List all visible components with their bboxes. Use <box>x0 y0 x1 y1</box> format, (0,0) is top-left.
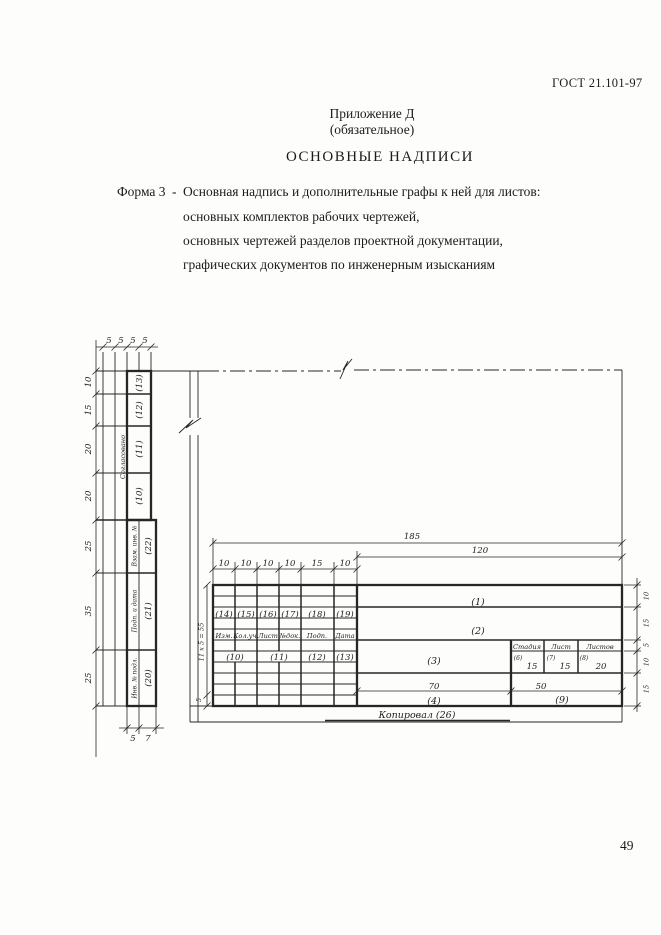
header-list: Лист <box>258 632 278 640</box>
break-mark-frame <box>179 418 201 433</box>
dim-strip-h-15: 15 <box>84 404 94 416</box>
sheet-frame <box>96 359 622 722</box>
podp-data-label: Подп. и дата <box>131 589 139 633</box>
dim-col-10b: 10 <box>240 559 252 569</box>
graph-15: (15) <box>237 610 255 620</box>
dim-right-15b: 15 <box>642 684 651 694</box>
inv-podl-num: (20) <box>144 669 154 687</box>
dim-strip-h-10: 10 <box>84 376 94 388</box>
form-dash: - <box>172 184 177 199</box>
dim-total-185: 185 <box>403 532 421 542</box>
dim-right-120: 120 <box>471 546 489 556</box>
dim-strip-w-5b: 5 <box>118 336 124 346</box>
dim-strip-w-5c: 5 <box>130 336 136 346</box>
dim-col-10d: 10 <box>284 559 296 569</box>
appendix-title: Приложение Д <box>329 106 415 121</box>
dim-strip-h-25b: 25 <box>84 672 94 684</box>
copied-by-note: Копировал (26) <box>378 710 456 721</box>
section-title: ОСНОВНЫЕ НАДПИСИ <box>286 149 474 165</box>
graph-3: (3) <box>427 656 441 667</box>
dim-stage-15a: 15 <box>526 662 538 672</box>
page-number: 49 <box>620 838 634 853</box>
form-caption-line-4: графических документов по инженерным изысканиям <box>183 257 496 272</box>
graph-16: (16) <box>259 610 277 620</box>
dim-strip-b-5: 5 <box>130 734 136 744</box>
graph-4: (4) <box>427 696 441 707</box>
dim-strip-h-20b: 20 <box>84 490 94 502</box>
graph-17: (17) <box>281 610 299 620</box>
agreed-label: Согласовано <box>119 434 127 480</box>
dim-stage-15b: 15 <box>559 662 571 672</box>
strip-cell-12: (12) <box>135 401 145 419</box>
side-strip <box>96 352 156 706</box>
header-koluch: Кол.уч. <box>233 632 259 640</box>
vzam-inv-num: (22) <box>144 537 154 555</box>
table-dimensions <box>196 532 651 712</box>
graph-13: (13) <box>336 653 354 663</box>
dim-strip-b-7: 7 <box>145 734 151 744</box>
strip-cell-10: (10) <box>135 487 145 505</box>
header-stage-list: Лист <box>551 643 571 651</box>
podp-data-num: (21) <box>144 602 154 620</box>
dim-rows-formula: 11 х 5 = 55 <box>197 622 206 662</box>
appendix-note: (обязательное) <box>329 122 415 137</box>
graph-9: (9) <box>555 695 569 706</box>
dim-strip-w-5a: 5 <box>106 336 112 346</box>
dim-strip-w-5d: 5 <box>142 336 148 346</box>
dim-stage-20: 20 <box>595 662 607 672</box>
strip-cell-11: (11) <box>135 440 145 458</box>
vzam-inv-label: Взам. инв. № <box>131 525 139 567</box>
dim-col-10c: 10 <box>262 559 274 569</box>
graph-1: (1) <box>471 597 485 608</box>
form-caption-line-2: основных комплектов рабочих чертежей, <box>183 209 420 224</box>
break-mark-top <box>340 359 352 379</box>
graph-14: (14) <box>215 610 233 620</box>
header-stadiya: Стадия <box>512 643 542 651</box>
dim-col-10a: 10 <box>218 559 230 569</box>
dim-g4-70: 70 <box>428 682 440 692</box>
dim-row-unit: 5 <box>196 698 203 702</box>
form-caption-line-1: Основная надпись и дополнительные графы к ней для листов: <box>183 184 541 199</box>
dim-strip-h-25a: 25 <box>84 540 94 552</box>
form-caption-line-3: основных чертежей разделов проектной документации, <box>183 233 503 248</box>
header-podp: Подп. <box>306 632 328 640</box>
dim-col-15: 15 <box>311 559 323 569</box>
header-ndok: №док. <box>279 632 301 640</box>
graph-7: (7) <box>546 655 556 662</box>
graph-19: (19) <box>336 610 354 620</box>
graph-10: (10) <box>226 653 244 663</box>
dim-right-15a: 15 <box>642 618 651 628</box>
graph-6: (6) <box>513 655 523 662</box>
dim-g9-50: 50 <box>535 682 547 692</box>
graph-12: (12) <box>308 653 326 663</box>
header-data: Дата <box>335 632 355 640</box>
graph-2: (2) <box>471 626 485 637</box>
dim-col-10e: 10 <box>339 559 351 569</box>
title-block-table <box>190 585 626 722</box>
dim-right-5: 5 <box>642 642 651 648</box>
dim-strip-h-35: 35 <box>84 605 94 617</box>
dim-right-10b: 10 <box>642 657 651 667</box>
dim-right-10a: 10 <box>642 591 651 601</box>
form-label: Форма 3 <box>117 184 166 199</box>
strip-cell-13: (13) <box>135 374 145 392</box>
inv-podl-label: Инв. № подл. <box>131 657 139 699</box>
graph-8: (8) <box>579 655 589 662</box>
header-listov: Листов <box>586 643 614 651</box>
header-izm: Изм. <box>215 632 233 640</box>
graph-11: (11) <box>270 653 288 663</box>
dim-strip-h-20a: 20 <box>84 443 94 455</box>
standard-reference: ГОСТ 21.101-97 <box>552 76 643 90</box>
graph-18: (18) <box>308 610 326 620</box>
